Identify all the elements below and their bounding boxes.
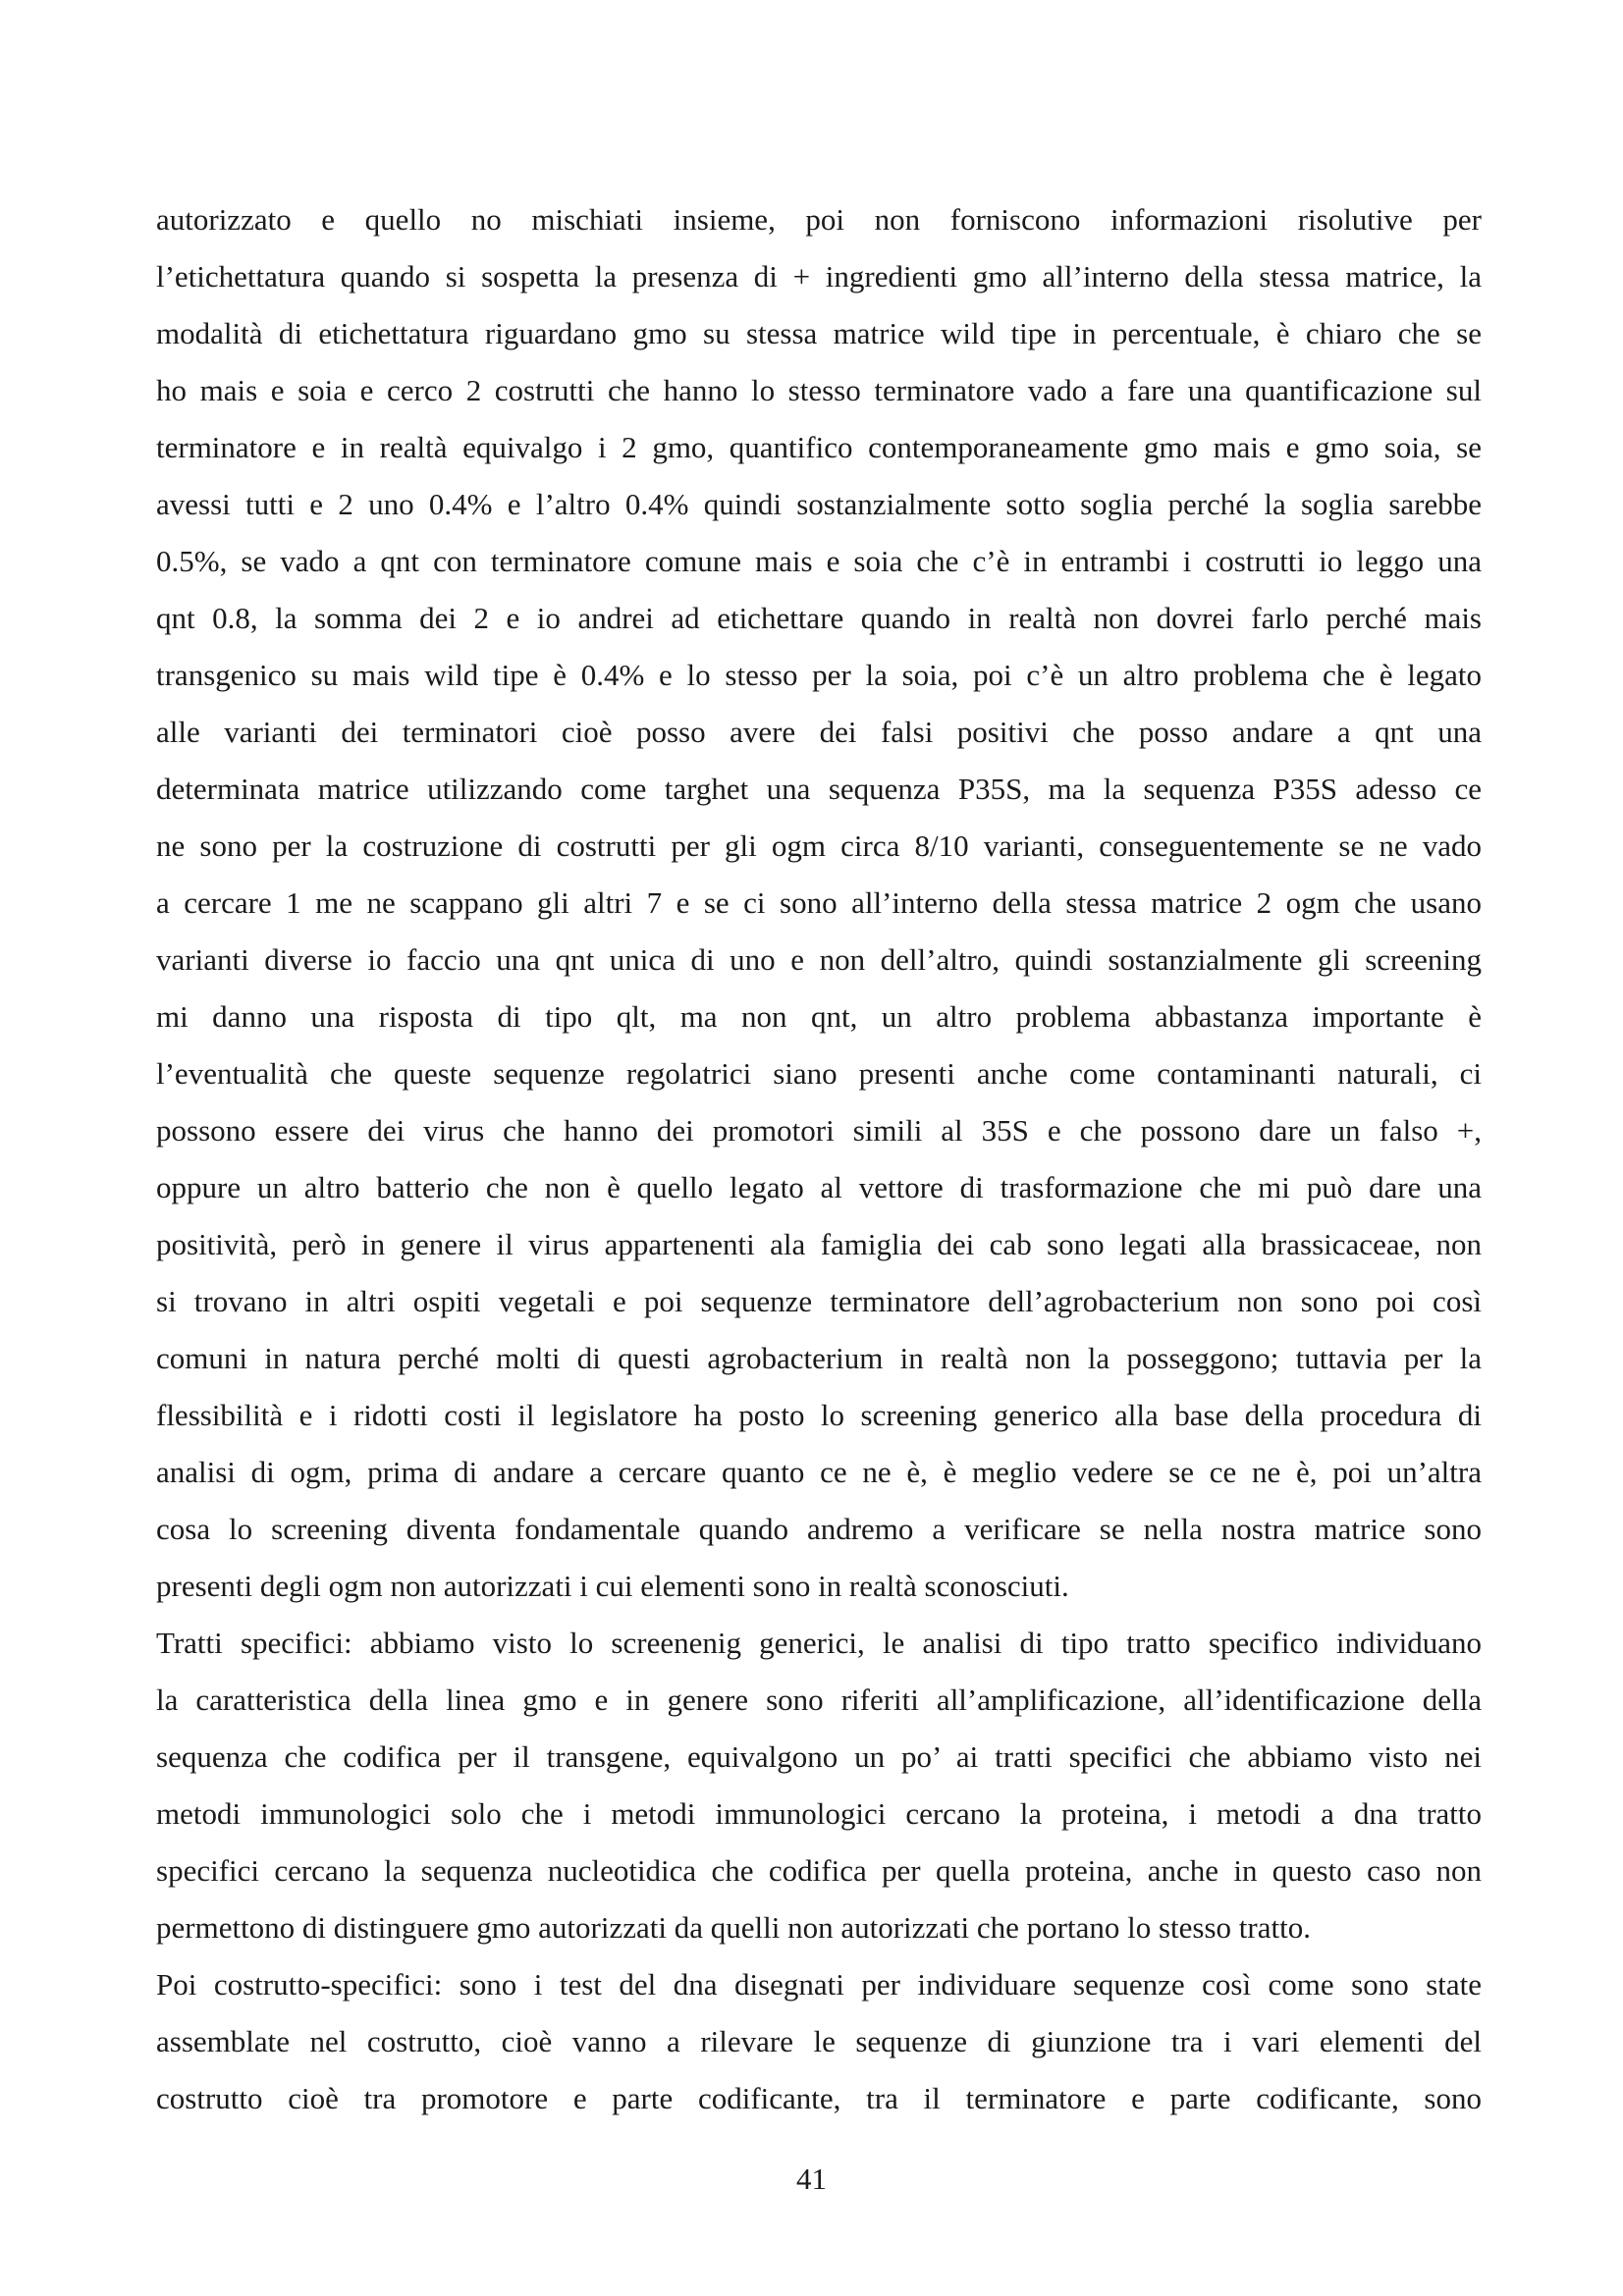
text-line: presenti degli ogm non autorizzati i cui elementi sono in realtà sconosciuti. (156, 1569, 1069, 1603)
text-line: alle varianti dei terminatori cioè posso avere dei falsi positivi che posso andare a qnt una (156, 715, 1482, 749)
text-line: sequenza che codifica per il transgene, equivalgono un po’ ai tratti specifici che abbiamo visto nei (156, 1739, 1482, 1774)
text-line: Tratti specifici: abbiamo visto lo screenenig generici, le analisi di tipo tratto specifico individuano (156, 1626, 1482, 1660)
text-line: possono essere dei virus che hanno dei promotori simili al 35S e che possono dare un falso +, (156, 1113, 1482, 1148)
text-line: assemblate nel costrutto, cioè vanno a rilevare le sequenze di giunzione tra i vari elementi del (156, 2024, 1482, 2058)
text-line: la caratteristica della linea gmo e in genere sono riferiti all’amplificazione, all’identificazione della (156, 1682, 1482, 1717)
text-line: transgenico su mais wild tipe è 0.4% e lo stesso per la soia, poi c’è un altro problema che è legato (156, 658, 1482, 692)
text-line: specifici cercano la sequenza nucleotidica che codifica per quella proteina, anche in questo caso non (156, 1853, 1482, 1888)
text-line: modalità di etichettatura riguardano gmo su stessa matrice wild tipe in percentuale, è chiaro che se (156, 316, 1482, 350)
text-line: si trovano in altri ospiti vegetali e poi sequenze terminatore dell’agrobacterium non sono poi così (156, 1284, 1482, 1318)
text-line: ho mais e soia e cerco 2 costrutti che hanno lo stesso terminatore vado a fare una quantificazione sul (156, 373, 1482, 407)
text-line: analisi di ogm, prima di andare a cercare quanto ce ne è, è meglio vedere se ce ne è, poi un’altra (156, 1455, 1482, 1489)
text-line: costrutto cioè tra promotore e parte codificante, tra il terminatore e parte codificante, sono (156, 2081, 1482, 2115)
page-number: 41 (796, 2162, 827, 2196)
text-line: autorizzato e quello no mischiati insieme, poi non forniscono informazioni risolutive per (156, 202, 1482, 237)
body-text (156, 191, 1482, 2127)
text-line: permettono di distinguere gmo autorizzati da quelli non autorizzati che portano lo stesso tratto. (156, 1910, 1311, 1945)
text-line: determinata matrice utilizzando come targhet una sequenza P35S, ma la sequenza P35S adesso ce (156, 772, 1482, 806)
text-line: avessi tutti e 2 uno 0.4% e l’altro 0.4% quindi sostanzialmente sotto soglia perché la soglia sarebbe (156, 487, 1482, 521)
text-line: positività, però in genere il virus appartenenti ala famiglia dei cab sono legati alla brassicaceae, non (156, 1227, 1482, 1261)
text-line: qnt 0.8, la somma dei 2 e io andrei ad etichettare quando in realtà non dovrei farlo perché mais (156, 601, 1482, 635)
text-line: l’eventualità che queste sequenze regolatrici siano presenti anche come contaminanti naturali, ci (156, 1056, 1482, 1091)
text-line: varianti diverse io faccio una qnt unica di uno e non dell’altro, quindi sostanzialmente gli screening (156, 942, 1482, 977)
text-line: oppure un altro batterio che non è quello legato al vettore di trasformazione che mi può dare una (156, 1170, 1482, 1204)
text-line: metodi immunologici solo che i metodi immunologici cercano la proteina, i metodi a dna tratto (156, 1796, 1482, 1831)
text-line: terminatore e in realtà equivalgo i 2 gmo, quantifico contemporaneamente gmo mais e gmo soia, se (156, 430, 1482, 464)
text-line: mi danno una risposta di tipo qlt, ma non qnt, un altro problema abbastanza importante è (156, 999, 1482, 1034)
text-line: cosa lo screening diventa fondamentale quando andremo a verificare se nella nostra matrice sono (156, 1512, 1482, 1546)
text-line: l’etichettatura quando si sospetta la presenza di + ingredienti gmo all’interno della stessa matrice, la (156, 259, 1482, 294)
text-line: Poi costrutto-specifici: sono i test del dna disegnati per individuare sequenze così come sono state (156, 1967, 1482, 2002)
text-line: 0.5%, se vado a qnt con terminatore comune mais e soia che c’è in entrambi i costrutti io leggo una (156, 544, 1482, 578)
text-line: flessibilità e i ridotti costi il legislatore ha posto lo screening generico alla base della procedura di (156, 1398, 1482, 1432)
text-line: ne sono per la costruzione di costrutti per gli ogm circa 8/10 varianti, conseguentemente se ne vado (156, 828, 1482, 863)
text-line: comuni in natura perché molti di questi agrobacterium in realtà non la posseggono; tuttavia per la (156, 1341, 1482, 1375)
text-line: a cercare 1 me ne scappano gli altri 7 e se ci sono all’interno della stessa matrice 2 ogm che usano (156, 885, 1482, 920)
